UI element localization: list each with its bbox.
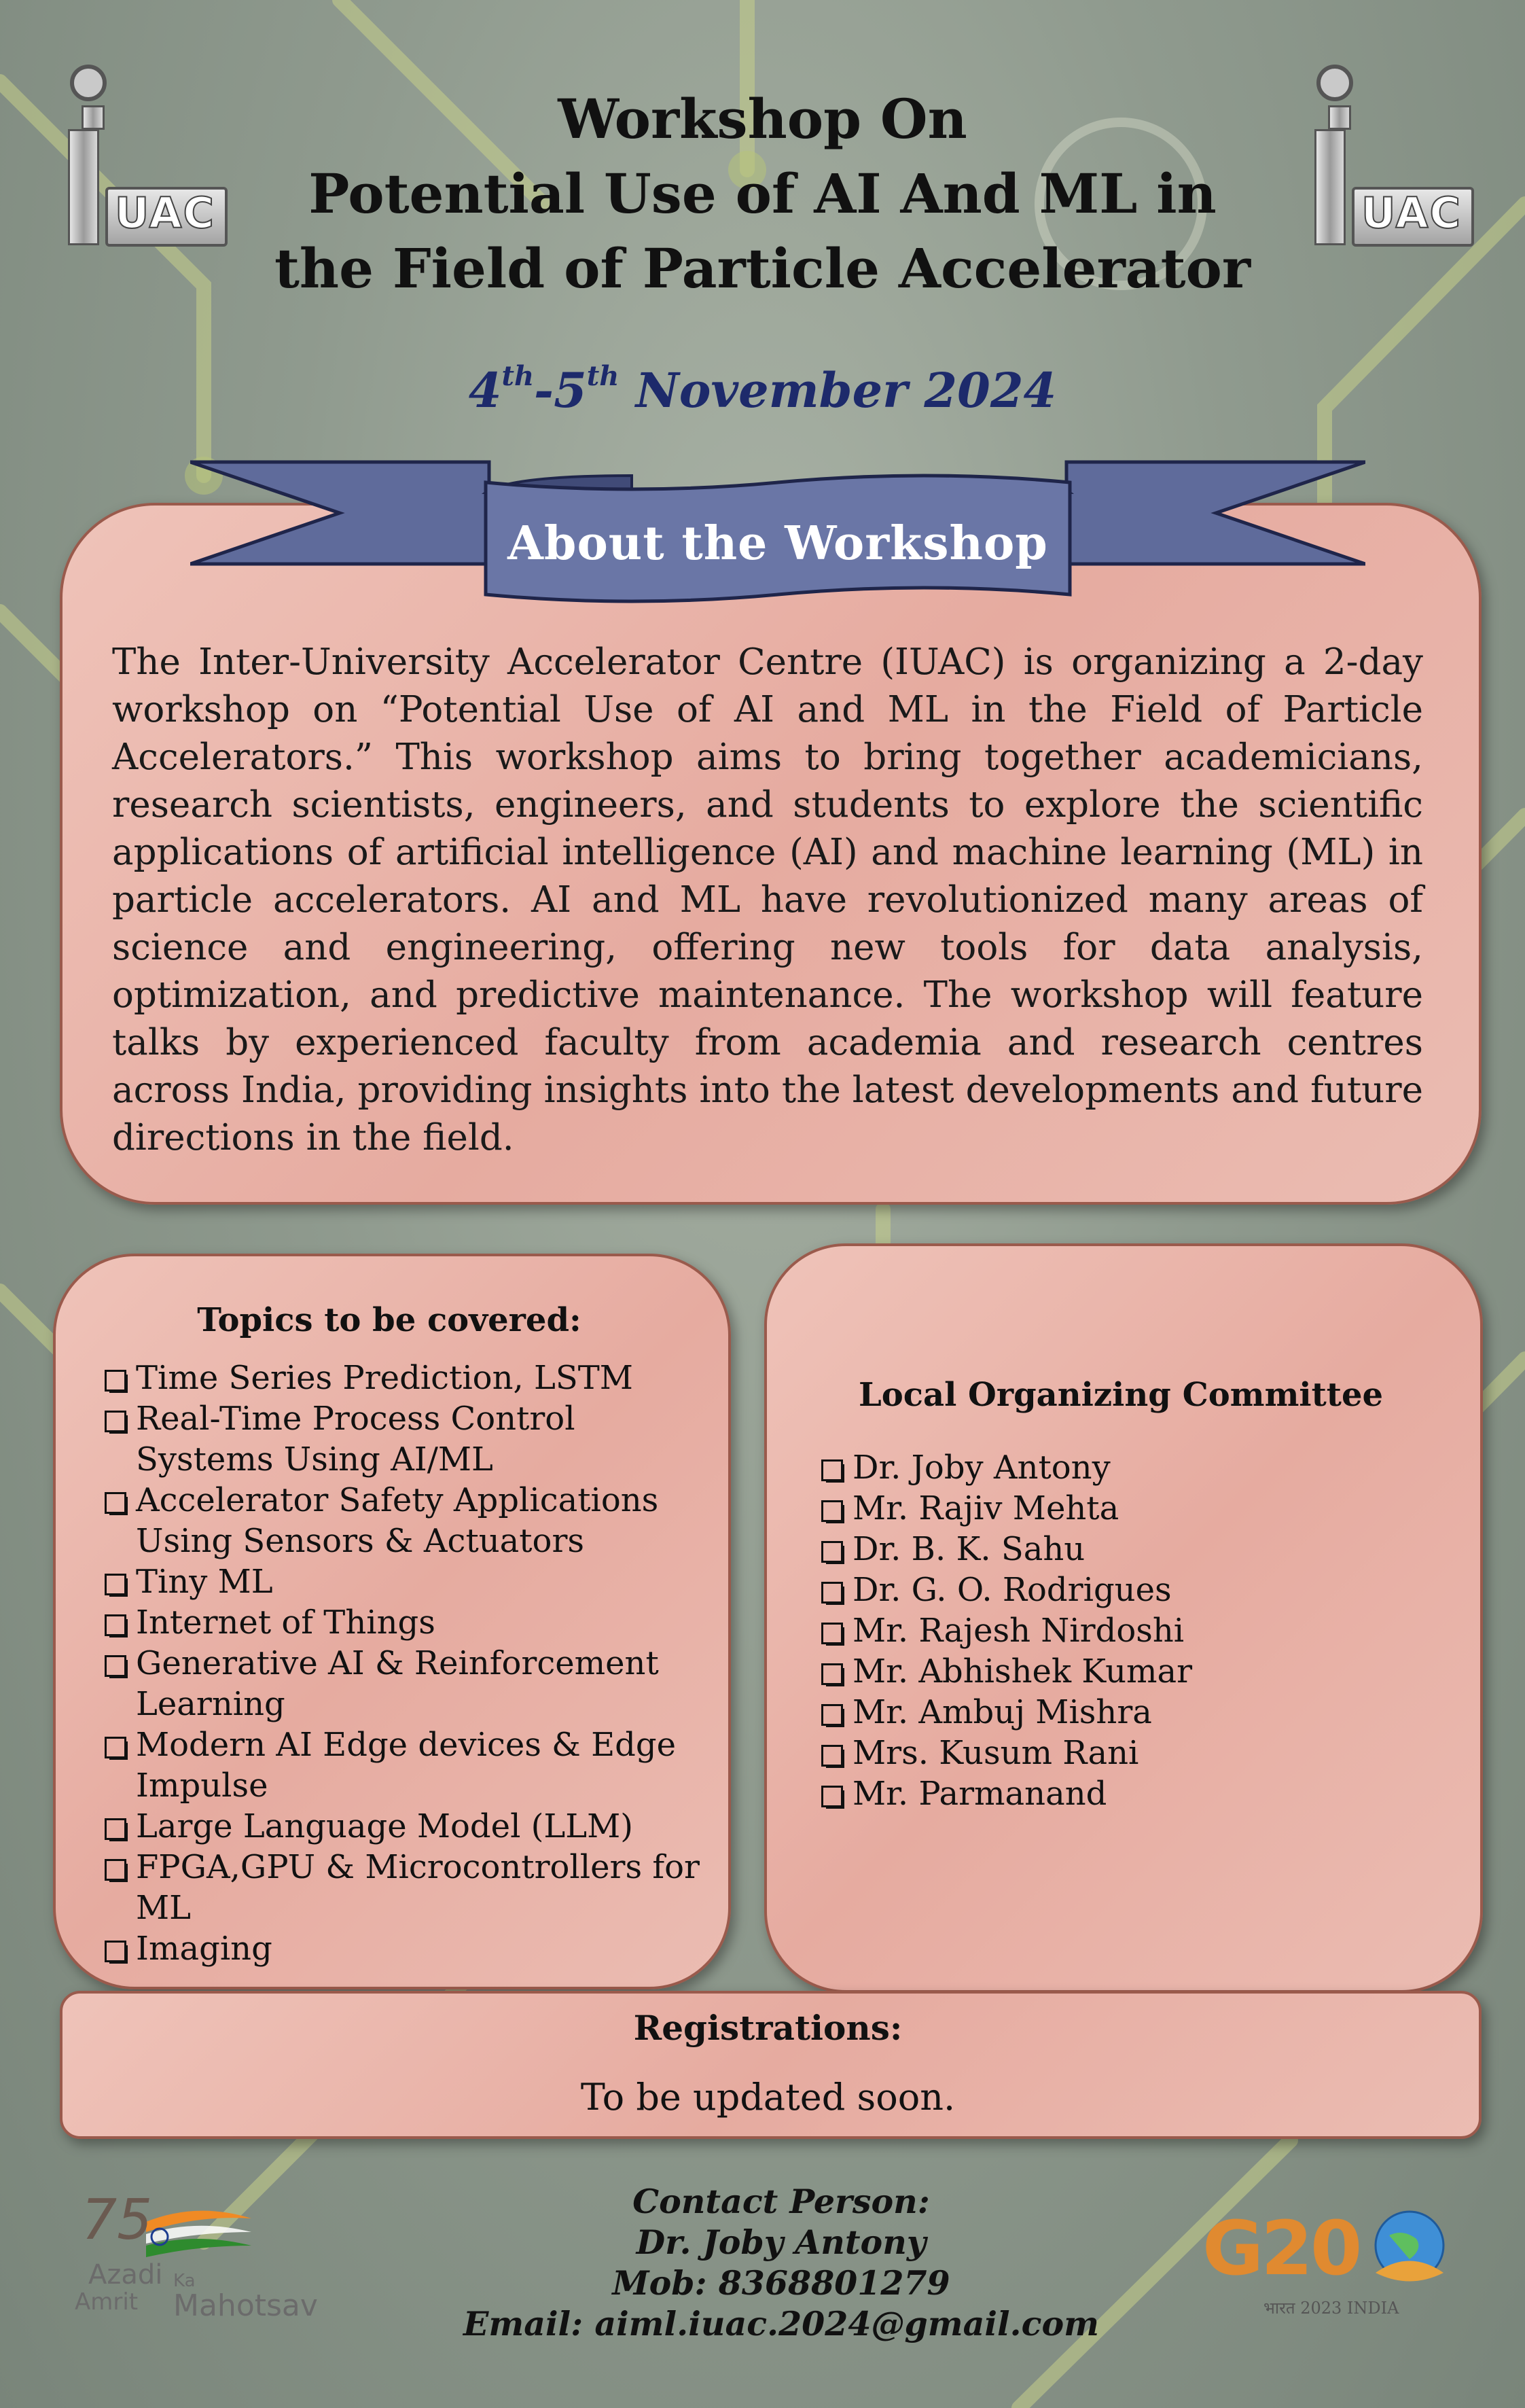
committee-member: Mr. Rajiv Mehta <box>819 1488 1430 1529</box>
contact-email: Email: aiml.iuac.2024@gmail.com <box>463 2304 1099 2343</box>
registration-status: To be updated soon. <box>580 2076 956 2119</box>
checkbox-icon <box>105 1737 126 1758</box>
globe-lotus-icon <box>1355 2208 1457 2297</box>
topic-item: Internet of Things <box>102 1602 700 1643</box>
checkbox-icon <box>105 1818 126 1840</box>
checkbox-icon <box>105 1655 126 1677</box>
topic-item: Real-Time Process Control Systems Using AI/ML <box>102 1398 700 1480</box>
workshop-title <box>204 82 1321 306</box>
checkbox-icon <box>821 1786 843 1807</box>
topic-item: Large Language Model (LLM) <box>102 1806 700 1847</box>
committee-list <box>819 1447 1430 1814</box>
checkbox-icon <box>821 1704 843 1726</box>
checkbox-icon <box>105 1574 126 1595</box>
title-line-3: the Field of Particle Accelerator <box>274 236 1251 300</box>
workshop-date: 4th-5th November 2024 <box>468 360 1057 419</box>
topic-item: Time Series Prediction, LSTM <box>102 1358 700 1398</box>
checkbox-icon <box>821 1582 843 1604</box>
topics-list <box>102 1358 700 1969</box>
g20-logo: G20 भारत 2023 INDIA <box>1202 2198 1474 2334</box>
committee-member: Dr. B. K. Sahu <box>819 1529 1430 1570</box>
topic-item: FPGA,GPU & Microcontrollers for ML <box>102 1847 700 1928</box>
azadi-ka-amrit-mahotsav-logo: 75 Azadi Ka Amrit Mahotsav <box>75 2188 318 2323</box>
about-heading: About the Workshop <box>507 516 1048 571</box>
topic-item: Imaging <box>102 1928 700 1969</box>
topic-item: Generative AI & Reinforcement Learning <box>102 1643 700 1724</box>
topic-item: Accelerator Safety Applications Using Sensors & Actuators <box>102 1480 700 1561</box>
committee-member: Mrs. Kusum Rani <box>819 1733 1430 1773</box>
checkbox-icon <box>821 1541 843 1563</box>
checkbox-icon <box>105 1614 126 1636</box>
committee-heading: Local Organizing Committee <box>858 1376 1384 1414</box>
topic-item: Tiny ML <box>102 1561 700 1602</box>
contact-mobile: Mob: 8368801279 <box>612 2263 950 2303</box>
checkbox-icon <box>821 1500 843 1522</box>
title-line-1: Workshop On <box>558 87 967 151</box>
checkbox-icon <box>105 1941 126 1962</box>
registration-heading: Registrations: <box>633 2008 903 2048</box>
committee-member: Mr. Rajesh Nirdoshi <box>819 1610 1430 1651</box>
committee-member: Dr. Joby Antony <box>819 1447 1430 1488</box>
committee-member: Dr. G. O. Rodrigues <box>819 1570 1430 1610</box>
contact-block <box>408 2181 1155 2344</box>
contact-name: Dr. Joby Antony <box>636 2223 927 2262</box>
iuac-logo-right: UAC <box>1311 65 1474 248</box>
checkbox-icon <box>821 1623 843 1644</box>
checkbox-icon <box>105 1370 126 1392</box>
iuac-logo-left: UAC <box>65 65 228 248</box>
committee-member: Mr. Parmanand <box>819 1773 1430 1814</box>
topic-item: Modern AI Edge devices & Edge Impulse <box>102 1724 700 1806</box>
checkbox-icon <box>821 1663 843 1685</box>
checkbox-icon <box>105 1859 126 1881</box>
checkbox-icon <box>821 1459 843 1481</box>
topics-heading: Topics to be covered: <box>197 1301 581 1339</box>
about-paragraph: The Inter-University Accelerator Centre (IUAC) is organizing a 2-day workshop on “Potential Use of AI and ML in the Field of Particle Accelerators.” This workshop aims to bring together academicians, research scientists, engineers, and students to explore the scientific applications of artificial intelligence (AI) and machine learning (ML) in particle accelerators. AI and ML have revolutionized many areas of science and engineering, offering new tools for data analysis, optimization, and predictive maintenance. The workshop will feature talks by experienced faculty from academia and research centres across India, providing insights into the latest developments and future directions in the field. <box>112 641 1423 1158</box>
checkbox-icon <box>821 1745 843 1767</box>
contact-label: Contact Person: <box>632 2182 930 2221</box>
checkbox-icon <box>105 1492 126 1514</box>
checkbox-icon <box>105 1411 126 1432</box>
title-line-2: Potential Use of AI And ML in <box>308 162 1217 226</box>
committee-member: Mr. Abhishek Kumar <box>819 1651 1430 1692</box>
committee-member: Mr. Ambuj Mishra <box>819 1692 1430 1733</box>
